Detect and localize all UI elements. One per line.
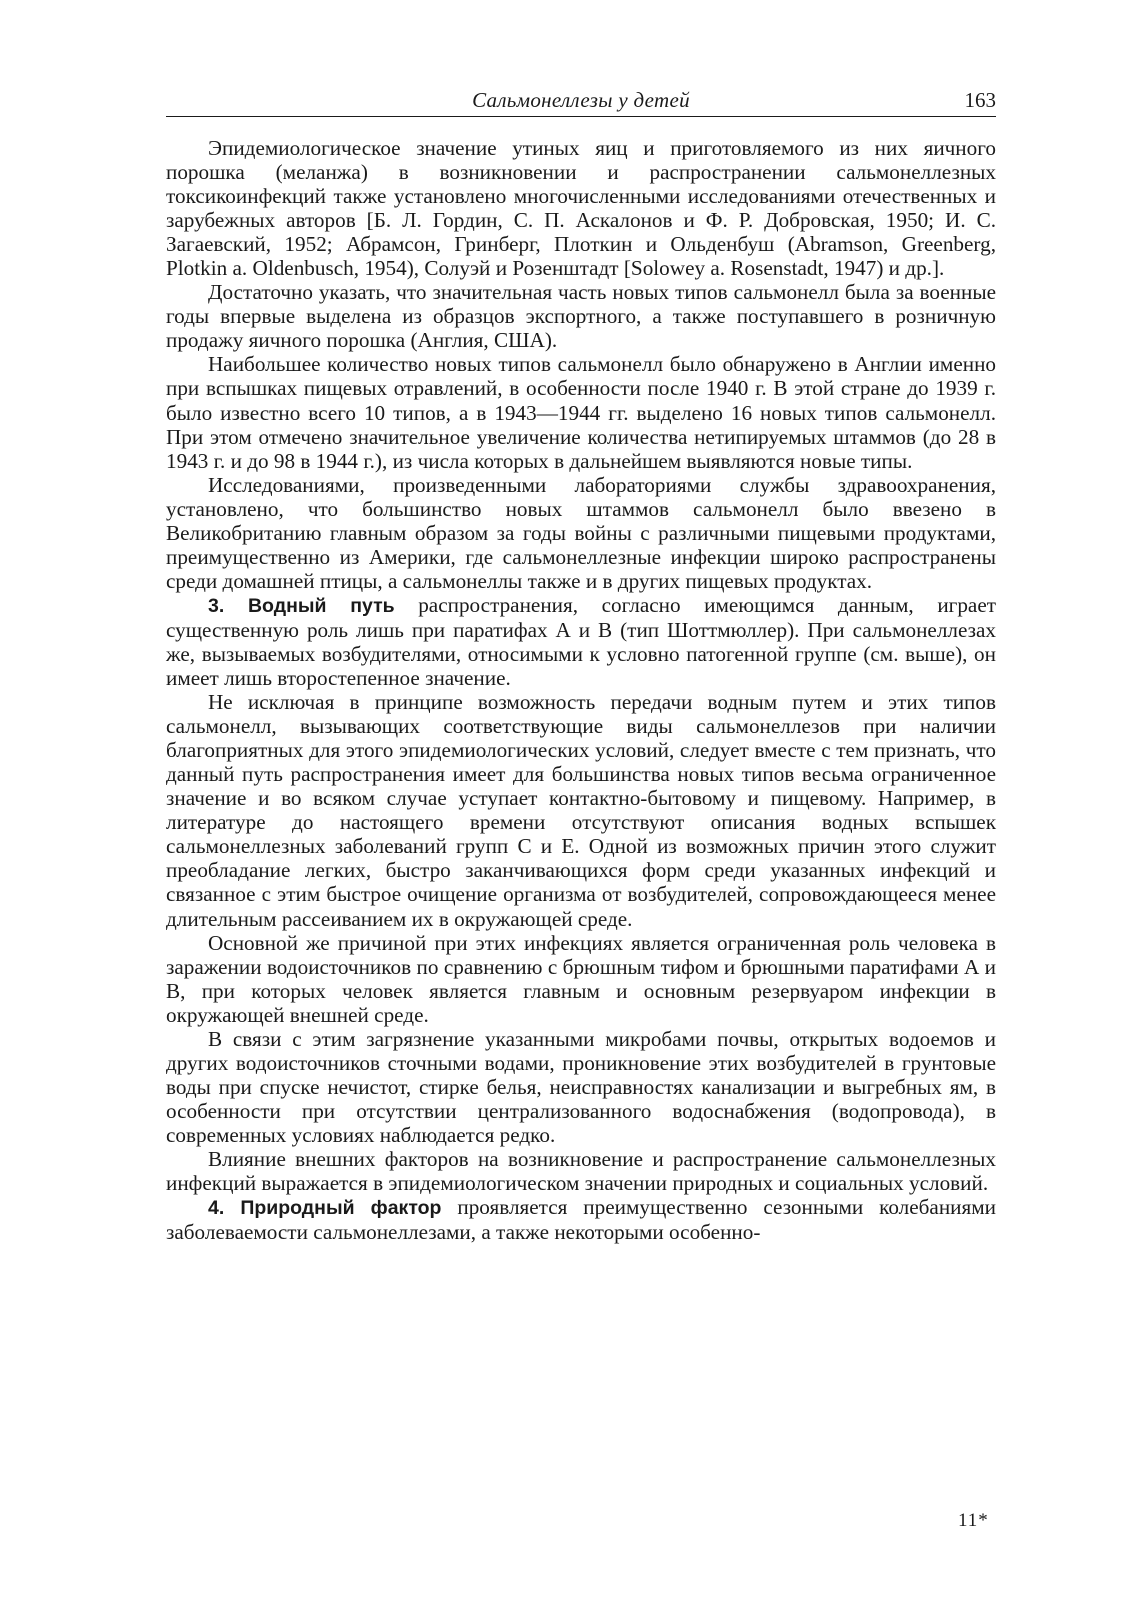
paragraph-text: Исследованиями, произведенными лабораториями службы здравоохранения, установлено, что большинство новых штаммов сальмонелл было ввезено в Великобританию главным образом за годы войны с различными пищевыми продуктами, преимущественно из Америки, где сальмонеллезные инфекции широко распространены среди домашней птицы, а сальмонеллы также и в других пищевых продуктах. [166, 472, 996, 593]
paragraph-2 [166, 280, 996, 352]
paragraph-text: распространения, согласно имеющимся данным, играет существенную роль лишь при паратифах А и В (тип Шоттмюллер). При сальмонеллезах же, вызываемых возбудителями, относимыми к условно патогенной группе (см. выше), он имеет лишь второстепенное значение. [166, 592, 997, 691]
page-number: 163 [964, 88, 996, 112]
paragraph-text: Не исключая в принципе возможность передачи водным путем и этих типов сальмонелл, вызывающих соответствующие виды сальмонеллезов при наличии благоприятных для этого эпидемиологических условий, следует вместе с тем признать, что данный путь распространения имеет для большинства новых типов весьма ограниченное значение и во всяком случае уступает контактно-бытовому и пищевому. Например, в литературе до настоящего времени отсутствуют описания водных вспышек сальмонеллезных заболеваний групп С и Е. Одной из возможных причин этого служит преобладание легких, быстро заканчивающихся форм среди указанных инфекций и связанное с этим быстрое очищение организма от возбудителей, сопровождающееся менее длительным рассеиванием их в окружающей среде. [166, 690, 996, 931]
paragraph-1 [166, 136, 996, 280]
paragraph-natural-factor [166, 1195, 996, 1244]
paragraph-8 [166, 1027, 996, 1147]
paragraph-4 [166, 473, 996, 593]
running-head [166, 86, 996, 114]
paragraph-text: проявляется преимущественно сезонными колебаниями заболеваемости сальмонеллезами, а также некоторыми особенно- [166, 1195, 996, 1245]
paragraph-text: Наибольшее количество новых типов сальмонелл было обнаружено в Англии именно при вспышках пищевых отравлений, в особенности после 1940 г. В этой стране до 1939 г. было известно всего 10 типов, а в 1943—1944 гг. выделено 16 новых типов сальмонелл. При этом отмечено значительное увеличение количества нетипируемых штаммов (до 28 в 1943 г. и до 98 в 1944 г.), из числа которых в дальнейшем выявляются новые типы. [166, 352, 996, 473]
paragraph-6 [166, 690, 996, 930]
body-text [166, 136, 996, 1244]
paragraph-text: Эпидемиологическое значение утиных яиц и приготовляемого из них яичного порошка (меланжа) в возникновении и распространении сальмонеллезных токсикоинфекций также установлено многочисленными исследованиями отечественных и зарубежных авторов [Б. Л. Гордин, С. П. Аскалонов и Ф. Р. Добровская, 1950; И. С. Загаевский, 1952; Абрамсон, Гринберг, Плоткин и Ольденбуш (Abramson, Greenberg, Plotkin a. Oldenbusch, 1954), Солуэй и Розенштадт [Solowey a. Rosenstadt, 1947) и др.]. [166, 136, 996, 281]
paragraph-text: Влияние внешних факторов на возникновение и распространение сальмонеллезных инфекций выражается в эпидемиологическом значении природных и социальных условий. [166, 1146, 996, 1196]
section-lead-water-route: 3. Водный путь [208, 594, 395, 617]
paragraph-text: В связи с этим загрязнение указанными микробами почвы, открытых водоемов и других водоисточников сточными водами, проникновение этих возбудителей в грунтовые воды при спуске нечистот, стирке белья, неисправностях канализации и выгребных ям, в особенности при отсутствии централизованного водоснабжения (водопровода), в современных условиях наблюдается редко. [166, 1026, 996, 1147]
paragraph-7 [166, 931, 996, 1027]
header-rule [166, 116, 996, 117]
section-lead-natural-factor: 4. Природный фактор [208, 1197, 442, 1220]
paragraph-3 [166, 352, 996, 472]
paragraph-9 [166, 1147, 996, 1195]
signature-mark: 11* [958, 1510, 989, 1531]
paragraph-water-route [166, 593, 996, 690]
paragraph-text: Основной же причиной при этих инфекциях является ограниченная роль человека в заражении водоисточников по сравнению с брюшным тифом и брюшными паратифами А и В, при которых человек является главным и основным резервуаром инфекции в окружающей внешней среде. [166, 930, 996, 1027]
running-title: Сальмонеллезы у детей [472, 88, 690, 112]
paragraph-text: Достаточно указать, что значительная часть новых типов сальмонелл была за военные годы впервые выделена из образцов экспортного, а также поступавшего в розничную продажу яичного порошка (Англия, США). [166, 280, 996, 353]
